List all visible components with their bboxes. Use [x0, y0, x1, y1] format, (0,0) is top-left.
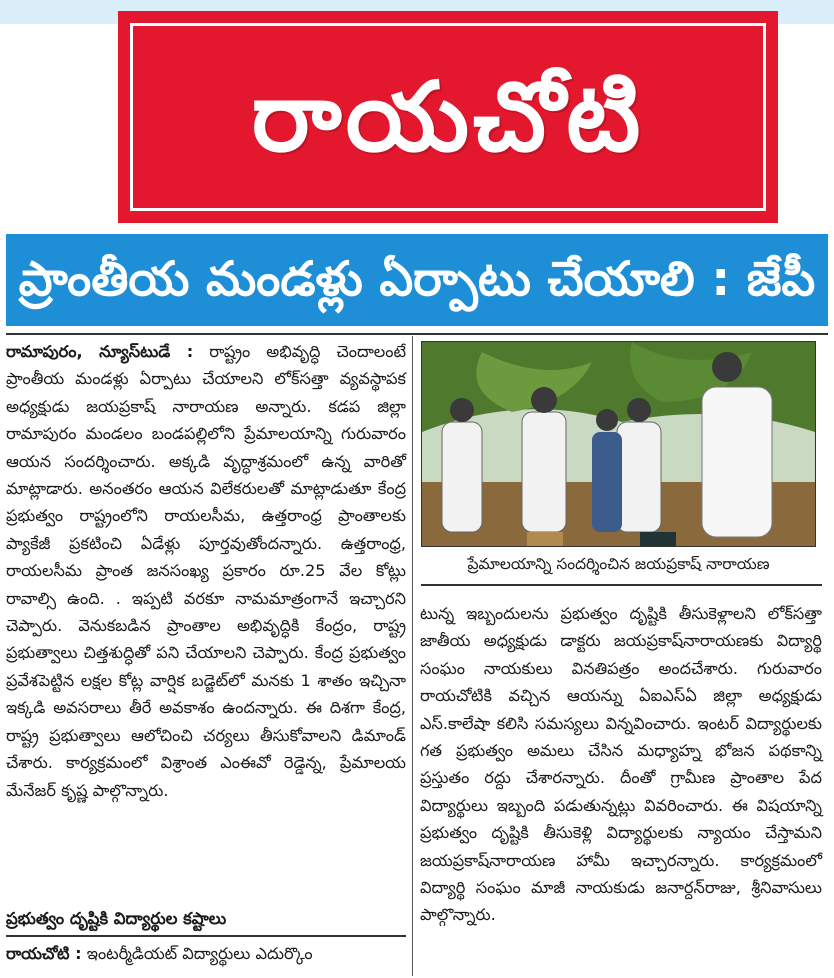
- article-main-paragraph: [6, 338, 406, 804]
- divider-subhead: [6, 935, 406, 937]
- article-main-dateline: రామాపురం, న్యూస్‌టుడే :: [6, 342, 194, 361]
- divider-top: [6, 333, 828, 335]
- article-secondary-dateline: రాయచోటి :: [6, 944, 82, 963]
- article-secondary-start: [6, 940, 406, 967]
- article-secondary-subhead: ప్రభుత్వం దృష్టికి విద్యార్థుల కష్టాలు: [6, 909, 227, 928]
- headline-bar: [6, 234, 828, 326]
- article-secondary-start-text: ఇంటర్మీడియట్ విద్యార్థులు ఎదుర్కొం: [86, 944, 313, 963]
- masthead: [118, 11, 778, 223]
- photo-caption: ప్రేమాలయాన్ని సందర్శించిన జయప్రకాష్ నారాయణ: [467, 555, 770, 573]
- divider-caption: [421, 584, 822, 586]
- masthead-title: రాయచోటి: [251, 61, 645, 173]
- news-photo: [421, 341, 816, 547]
- article-main-text: రాష్ట్రం అభివృద్ధి చెందాలంటే ప్రాంతీయ మండళ్లు ఏర్పాటు చేయాలని లోక్‌సత్తా వ్యవస్థాపక అధ్యక్షుడు జయప్రకాష్ నారాయణ అన్నారు. కడప జిల్లా రామాపురం మండలం బండపల్లిలోని ప్రేమాలయాన్ని గురువారం ఆయన సందర్శించారు. అక్కడి వృద్ధాశ్రమంలో ఉన్న వారితో మాట్లాడారు. అనంతరం ఆయన విలేకరులతో మాట్లాడుతూ కేంద్ర ప్రభుత్వం రాష్ట్రంలోని రాయలసీమ, ఉత్తరాంధ్ర ప్రాంతాలకు ప్యాకేజీ ప్రకటించి ఏడేళ్లు పూర్తవుతోందన్నారు. ఉత్తరాంధ్ర, రాయలసీమ ప్రాంత జనసంఖ్య ప్రకారం రూ.25 వేల కోట్లు రావాల్సి ఉంది. . ఇప్పటి వరకూ నామమాత్రంగానే ఇచ్చారని చెప్పారు. వెనుకబడిన ప్రాంతాల అభివృద్ధికి కేంద్రం, రాష్ట్ర ప్రభుత్వాలు చిత్తశుద్ధితో పని చేయాలని చెప్పారు. కేంద్ర ప్రభుత్వం ప్రవేశపెట్టిన లక్షల కోట్ల వార్షిక బడ్జెట్‌లో మనకు 1 శాతం ఇచ్చినా ఇక్కడి అవసరాలు తీరే అవకాశం ఉందన్నారు. ఈ దిశగా కేంద్ర, రాష్ట్ర ప్రభుత్వాలు ఆలోచించి చర్యలు తీసుకోవాలని డిమాండ్ చేశారు. కార్యక్రమంలో విశ్రాంత ఎంఈవో రెడ్డెన్న, ప్రేమాలయ మేనేజర్ కృష్ణ పాల్గొన్నారు.: [6, 342, 406, 800]
- article-secondary-continuation-text: టున్న ఇబ్బందులను ప్రభుత్వం దృష్టికి తీసుకెళ్లాలని లోక్‌సత్తా జాతీయ అధ్యక్షుడు డాక్టరు జయప్రకాష్‌నారాయణకు విద్యార్థి సంఘం నాయకులు వినతిపత్రం అందచేశారు. గురువారం రాయచోటికి వచ్చిన ఆయన్ను ఏఐఎస్ఏ జిల్లా అధ్యక్షుడు ఎస్.కాలేషా కలిసి సమస్యలు విన్నవించారు. ఇంటర్ విద్యార్థులకు గత ప్రభుత్వం అమలు చేసిన మధ్యాహ్న భోజన పథకాన్ని ప్రస్తుతం రద్దు చేశారన్నారు. దీంతో గ్రామీణ ప్రాంతాల పేద విద్యార్థులు ఇబ్బంది పడుతున్నట్లు వివరించారు. ఈ విషయాన్ని ప్రభుత్వం దృష్టికి తీసుకెళ్లి విద్యార్థులకు న్యాయం చేస్తామని జయప్రకాష్‌నారాయణ హామీ ఇచ్చారన్నారు. కార్యక్రమంలో విద్యార్థి సంఘం మాజీ నాయకుడు జనార్దన్‌రాజు, శ్రీనివాసులు పాల్గొన్నారు.: [420, 604, 822, 925]
- photo-illustration: [422, 342, 815, 546]
- headline: ప్రాంతీయ మండళ్లు ఏర్పాటు చేయాలి : జేపీ: [18, 252, 816, 308]
- article-secondary-continuation: [420, 600, 822, 929]
- column-divider: [412, 336, 413, 976]
- masthead-frame: [130, 23, 766, 211]
- article-main-body: [6, 338, 406, 804]
